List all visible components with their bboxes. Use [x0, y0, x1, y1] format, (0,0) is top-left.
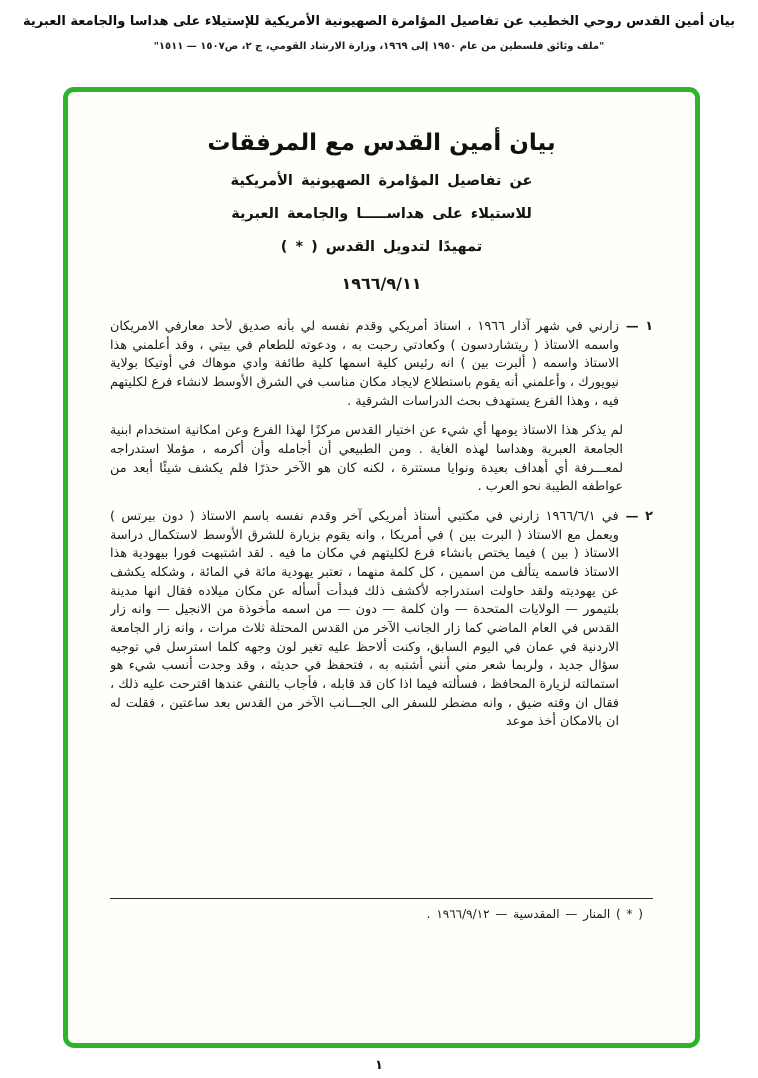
doc-title: بيان أمين القدس مع المرفقات	[207, 130, 556, 156]
header-title: بيان أمين القدس روحي الخطيب عن تفاصيل المؤامرة الصهيونية الأمريكية للإستيلاء على هداسا والجامعة العبرية	[23, 14, 735, 29]
doc-date: ١٩٦٦/٩/١١	[341, 274, 422, 293]
paragraph-1-text: زارني في شهر آذار ١٩٦٦ ، استاذ أمريكي وقدم نفسه لي بأنه صديق لأحد معارفي الامريكان واسمه الاستاذ ( ريتشاردسون ) وكعادتي رحبت به ، ودعوته للطعام في بيتي ، وقد أعلمني هذا الاستاذ واسمه ( ألبرت بين ) انه رئيس كلية اسمها كلية طائفة وادي موهاك في أوتيكا بولاية نيويورك ، وأعلمني أنه يقوم باستطلاع لايجاد مكان مناسب في الشرق الأوسط لانشاء فرع لكليتهم فيه ، وهذا الفرع يستهدف بحث الدراسات الشرقية .	[110, 319, 619, 409]
paragraph-1-number: ١ —	[625, 319, 653, 334]
doc-subtitle-2: للاستيلاء على هداســـــا والجامعة العبرية	[231, 206, 532, 222]
paragraph-3	[110, 508, 653, 732]
paragraph-3-text: في ١٩٦٦/٦/١ زارني في مكتبي أستاذ أمريكي آخر وقدم نفسه باسم الاستاذ ( دون بيرتس ) ويعمل مع الاستاذ ( البرت بين ) في أمريكا ، وانه يقوم بزيارة للشرق الأوسط لاستكمال دراسة الاستاذ ( بين ) فيما يختص بانشاء فرع لكليتهم في مكان ما فيه . لقد اشتبهت فورا بيهودية هذا الاستاذ فاسمه يتألف من اسمين ، كل كلمة منهما ، تعتبر يهودية مائة في المائة ، وشكله يكشف عن يهوديته ولقد حاولت استدراجه لأكشف ذلك فبدأت أسأله عن مكان ميلاده فقال انها مدينة بلتيمور — الولايات المتحدة — وان كلمة — دون — من اسمه مأخوذة من الانجيل — وانه زار القدس في العام الماضي كما زار الجانب الآخر من القدس المحتلة ثلاث مرات ، وانه زار الجامعة الاردنية في عمان في اليوم السابق، وكنت ألاحظ عليه تغير لون وجهه كلما استرسل في توجيه سؤال جديد ، ولربما شعر مني أنني أشتبه به ، فتحفظ في حديثه ، وقد وجدت أنسب شيء هو استمالته لزيارة المحافظ ، فسألته فيما اذا كان قد قابله ، فأجاب بالنفي عندها اقترحت عليه ذلك ، فقال ان وقته ضيق ، وانه مضطر للسفر الى الجـــانب الآخر من القدس بعد ساعتين ، فقلت له ان بالامكان أخذ موعد	[110, 509, 619, 730]
paragraph-2-text: لم يذكر هذا الاستاذ يومها أي شيء عن اختيار القدس مركزًا لهذا الفرع وعن امكانية استخدام ابنية الجامعة العبرية وهداسا لهذه الغاية . ومن الطبيعي أن أجامله وأن أكرمه ، مؤملا استدراجه لمعـــرفة أي أهداف بعيدة ونوايا مستترة ، لكنه كان هو الآخر حذرًا فلم يكشف شيئًا أبعد من عواطفه الطيبة نحو العرب .	[110, 423, 623, 495]
header-source-citation: "ملف وثائق فلسطين من عام ١٩٥٠ إلى ١٩٦٩، وزارة الارشاد القومي، ج ٢، ص١٥٠٧ — ١٥١١"	[153, 40, 605, 52]
paragraph-3-number: ٢ —	[625, 509, 653, 525]
paragraph-2	[110, 422, 653, 497]
footnote: ( * ) المنار — المقدسية — ١٩٦٦/٩/١٢ .	[426, 907, 643, 921]
page-number: ١	[375, 1058, 383, 1073]
footnote-section	[108, 898, 655, 921]
document-green-frame	[63, 87, 700, 1048]
doc-body	[110, 318, 653, 910]
doc-subtitle-3: تمهيدًا لتدويل القدس ( * )	[280, 239, 483, 255]
footnote-divider	[110, 898, 653, 899]
document-header	[0, 12, 758, 52]
doc-subtitle-1: عن تفاصيل المؤامرة الصهيونية الأمريكية	[230, 173, 533, 189]
paragraph-1	[110, 318, 653, 411]
